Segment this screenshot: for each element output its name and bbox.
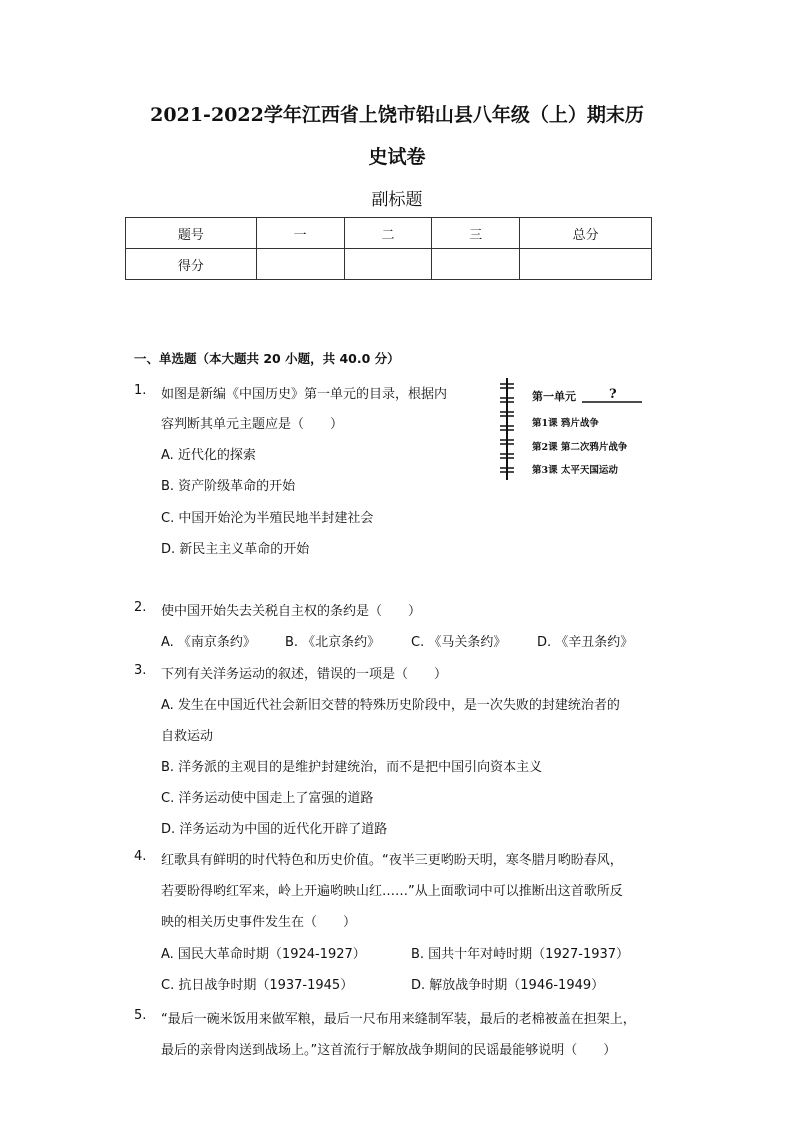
- score-row-label: 得分: [126, 249, 257, 280]
- question-number: 2.: [134, 600, 147, 615]
- score-cell: [432, 249, 520, 280]
- answer-option: A. 《南京条约》: [161, 635, 256, 650]
- question-text: 最后的亲骨肉送到战场上。”这首流行于解放战争期间的民谣最能够说明（ ）: [161, 1043, 617, 1058]
- exam-title-line2: 史试卷: [368, 146, 426, 168]
- answer-option: C. 《马关条约》: [411, 635, 507, 650]
- answer-option: D. 新民主主义革命的开始: [161, 542, 310, 557]
- score-cell: [256, 249, 344, 280]
- score-table-score-row: [126, 249, 652, 280]
- score-cell: [344, 249, 432, 280]
- question-text: 映的相关历史事件发生在（ ）: [161, 915, 357, 930]
- question-number: 1.: [134, 383, 147, 398]
- figure-unit-label: 第一单元: [532, 390, 576, 403]
- question-text: 下列有关洋务运动的叙述，错误的一项是（ ）: [161, 667, 448, 682]
- answer-option: B. 资产阶级革命的开始: [161, 479, 296, 494]
- answer-option: A. 近代化的探索: [161, 448, 256, 463]
- question-text: 容判断其单元主题应是（ ）: [161, 417, 344, 432]
- answer-option-continued: 自救运动: [161, 729, 214, 744]
- score-header-cell: 题号: [126, 218, 257, 249]
- score-table-header-row: [126, 218, 652, 249]
- answer-option: D. 《辛丑条约》: [537, 635, 634, 650]
- question-text: 若要盼得哟红军来，岭上开遍哟映山红……”从上面歌词中可以推断出这首歌所反: [161, 884, 623, 899]
- answer-option: A. 国民大革命时期（1924-1927）: [161, 947, 366, 962]
- figure-lesson: 第1课 鸦片战争: [532, 418, 599, 429]
- question-number: 4.: [134, 849, 147, 864]
- textbook-contents-figure: [492, 376, 662, 484]
- answer-option: D. 解放战争时期（1946-1949）: [411, 978, 605, 993]
- answer-option: C. 抗日战争时期（1937-1945）: [161, 978, 354, 993]
- answer-option: A. 发生在中国近代社会新旧交替的特殊历史阶段中，是一次失败的封建统治者的: [161, 698, 620, 713]
- answer-option: B. 洋务派的主观目的是维护封建统治，而不是把中国引向资本主义: [161, 760, 543, 775]
- exam-title-line1: 2021-2022学年江西省上饶市铅山县八年级（上）期末历: [150, 104, 644, 126]
- book-spine-icon: [500, 378, 514, 480]
- score-header-cell: 二: [344, 218, 432, 249]
- answer-option: B. 《北京条约》: [285, 635, 381, 650]
- answer-option: C. 洋务运动使中国走上了富强的道路: [161, 791, 374, 806]
- figure-lesson: 第2课 第二次鸦片战争: [532, 442, 628, 453]
- answer-option: C. 中国开始沦为半殖民地半封建社会: [161, 511, 374, 526]
- score-header-cell: 一: [256, 218, 344, 249]
- answer-option: D. 洋务运动为中国的近代化开辟了道路: [161, 822, 388, 837]
- exam-subtitle: 副标题: [371, 190, 423, 210]
- question-text: “最后一碗米饭用来做军粮，最后一尺布用来缝制军装，最后的老棉被盖在担架上，: [161, 1012, 636, 1027]
- score-cell: [520, 249, 652, 280]
- question-number: 5.: [134, 1008, 147, 1023]
- answer-option: B. 国共十年对峙时期（1927-1937）: [411, 947, 630, 962]
- question-text: 如图是新编《中国历史》第一单元的目录，根据内: [161, 387, 448, 402]
- question-text: 使中国开始失去关税自主权的条约是（ ）: [161, 604, 422, 619]
- question-number: 3.: [134, 663, 147, 678]
- section-heading: 一、单选题（本大题共 20 小题，共 40.0 分）: [134, 351, 400, 366]
- figure-question-mark: ?: [609, 387, 617, 402]
- question-text: 红歌具有鲜明的时代特色和历史价值。“夜半三更哟盼天明，寒冬腊月哟盼春风，: [161, 853, 623, 868]
- score-header-cell: 三: [432, 218, 520, 249]
- score-header-cell: 总分: [520, 218, 652, 249]
- figure-lesson: 第3课 太平天国运动: [532, 465, 618, 476]
- score-table: [125, 217, 652, 280]
